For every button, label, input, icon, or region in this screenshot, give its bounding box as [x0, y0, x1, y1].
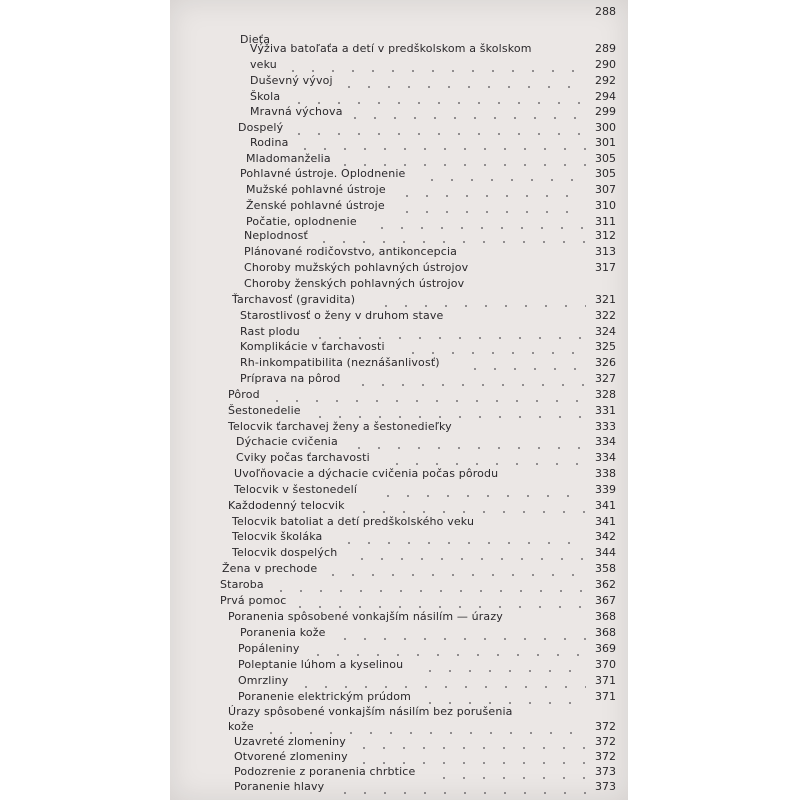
- toc-entry: [170, 151, 628, 167]
- book-page: [170, 0, 628, 800]
- toc-entry-title: Popáleniny: [238, 642, 300, 656]
- toc-entry: [170, 228, 628, 244]
- toc-entry-title: Telocvik ťarchavej ženy a šestonedieľky: [228, 419, 452, 433]
- toc-entry: [170, 779, 628, 795]
- toc-entry: [170, 734, 628, 750]
- toc-entry: [170, 673, 628, 689]
- leader-dots: [354, 734, 586, 750]
- toc-page-number: 301: [595, 136, 616, 150]
- toc-entry: [170, 764, 628, 780]
- toc-entry: [170, 166, 628, 182]
- toc-entry: [170, 89, 628, 105]
- leader-dots: [289, 120, 586, 136]
- toc-page-number: 368: [595, 626, 616, 640]
- toc-entry: [170, 324, 628, 340]
- toc-page-number: 369: [595, 642, 616, 656]
- leader-dots: [345, 104, 586, 120]
- toc-entry-title: Pôrod: [228, 387, 260, 401]
- toc-page-number: 341: [595, 498, 616, 512]
- toc-entry: [170, 292, 628, 308]
- toc-page-number: 317: [595, 261, 616, 275]
- leader-dots: [335, 779, 586, 795]
- toc-entry: [170, 545, 628, 561]
- leader-dots: [420, 657, 586, 673]
- toc-page-number: 333: [595, 419, 616, 433]
- toc-entry-title: Rast plodu: [240, 324, 300, 338]
- toc-page-number: 290: [595, 58, 616, 72]
- toc-page-number: 311: [595, 214, 616, 228]
- leader-dots: [372, 214, 586, 230]
- leader-dots: [353, 371, 586, 387]
- toc-entry: [170, 120, 628, 136]
- toc-entry: [170, 529, 628, 545]
- toc-page-number: 367: [595, 593, 616, 607]
- leader-dots: [267, 387, 586, 403]
- toc-entry-title: Uvoľňovacie a dýchacie cvičenia počas pôrodu: [234, 467, 499, 481]
- toc-entry-title: Neplodnosť: [244, 229, 308, 243]
- toc-entry-title: Telocvik batoliat a detí predškolského veku: [232, 514, 475, 528]
- toc-entry: [170, 198, 628, 214]
- leader-dots: [335, 625, 586, 641]
- toc-page-number: 362: [595, 577, 616, 591]
- toc-page-number: 305: [595, 167, 616, 181]
- toc-entry: [170, 339, 628, 355]
- toc-entry-title: veku: [250, 58, 277, 72]
- toc-page-number: 331: [595, 403, 616, 417]
- toc-entry: [170, 689, 628, 705]
- toc-entry-title: Telocvik dospelých: [232, 546, 338, 560]
- toc-entry-title: Podozrenie z poranenia chrbtice: [234, 765, 416, 779]
- toc-entry: [170, 609, 628, 625]
- toc-entry: [170, 450, 628, 466]
- toc-entry: [170, 135, 628, 151]
- toc-page-number: 326: [595, 356, 616, 370]
- toc-page-number: 324: [595, 324, 616, 338]
- toc-entry-title: Výživa batoľaťa a detí v predškolskom a školskom: [250, 42, 532, 56]
- leader-dots: [403, 339, 586, 355]
- toc-entry-title: Uzavreté zlomeniny: [234, 735, 346, 749]
- toc-entry-title: Ženské pohlavné ústroje: [246, 198, 385, 212]
- toc-entry-title: Škola: [250, 89, 281, 103]
- toc-entry-title: Starostlivosť o ženy v druhom stave: [240, 308, 444, 322]
- toc-page-number: 341: [595, 514, 616, 528]
- toc-entry-title: Cviky počas ťarchavosti: [236, 451, 370, 465]
- toc-entry: [170, 561, 628, 577]
- toc-page-number: 372: [595, 720, 616, 734]
- toc-entry: [170, 73, 628, 89]
- leader-dots: [283, 57, 586, 73]
- table-of-contents: [170, 0, 628, 800]
- toc-entry: [170, 514, 628, 530]
- toc-entry-title: Ťarchavosť (gravidita): [232, 292, 356, 306]
- toc-entry: [170, 308, 628, 324]
- toc-entry: [170, 371, 628, 387]
- toc-entry-title: Choroby ženských pohlavných ústrojov: [244, 276, 465, 290]
- toc-entry-title: Poranenia kože: [240, 626, 326, 640]
- toc-page-number: 368: [595, 610, 616, 624]
- toc-entry: [170, 104, 628, 120]
- toc-entry-title: Rh-inkompatibilita (neznášanlivosť): [240, 356, 440, 370]
- toc-page-number: 373: [595, 765, 616, 779]
- toc-page-number: 292: [595, 73, 616, 87]
- toc-entry: [170, 625, 628, 641]
- toc-entry-title: Mladomanželia: [246, 152, 331, 166]
- toc-entry: [170, 434, 628, 450]
- leader-dots: [323, 561, 586, 577]
- toc-entry-title: kože: [228, 720, 254, 734]
- toc-page-number: 344: [595, 546, 616, 560]
- leader-dots: [354, 749, 586, 765]
- toc-entry-title: Mravná výchova: [250, 104, 343, 118]
- toc-entry-title: Omrzliny: [238, 673, 289, 687]
- toc-entry-title: Žena v prechode: [222, 562, 318, 576]
- leader-dots: [314, 228, 586, 244]
- toc-page-number: 312: [595, 229, 616, 243]
- toc-entry: [170, 260, 628, 276]
- leader-dots: [310, 403, 586, 419]
- toc-page-number: 372: [595, 750, 616, 764]
- toc-page-number: 328: [595, 387, 616, 401]
- toc-page-number: 373: [595, 780, 616, 793]
- toc-page-number: 299: [595, 104, 616, 118]
- toc-entry-title: Otvorené zlomeniny: [234, 750, 348, 764]
- leader-dots: [339, 73, 586, 89]
- toc-page-number: 334: [595, 435, 616, 449]
- leader-dots: [465, 355, 586, 371]
- leader-dots: [387, 450, 586, 466]
- leader-dots: [271, 577, 586, 593]
- toc-entry: [170, 403, 628, 419]
- toc-page-number: 322: [595, 308, 616, 322]
- toc-page-number: 338: [595, 467, 616, 481]
- toc-page-number: 342: [595, 530, 616, 544]
- toc-entry-title: Prvá pomoc: [220, 593, 287, 607]
- toc-entry: [170, 214, 628, 230]
- toc-entry: [170, 657, 628, 673]
- toc-entry-title: Staroba: [220, 577, 264, 591]
- toc-page-number: 334: [595, 451, 616, 465]
- leader-dots: [397, 182, 586, 198]
- toc-page-number: 327: [595, 372, 616, 385]
- toc-entry-title: Šestonedelie: [228, 403, 301, 417]
- toc-entry-title: Úrazy spôsobené vonkajším násilím bez porušenia: [228, 705, 513, 719]
- toc-entry: [170, 419, 628, 435]
- leader-dots: [308, 641, 586, 657]
- leader-dots: [335, 151, 586, 167]
- toc-entry: [170, 355, 628, 371]
- toc-entry: [170, 749, 628, 765]
- toc-entry: [170, 719, 628, 735]
- toc-entry-title: Poranenie elektrickým prúdom: [238, 689, 411, 703]
- toc-page-number: 305: [595, 152, 616, 166]
- toc-page-number: 313: [595, 245, 616, 259]
- toc-page-number: 339: [595, 482, 616, 496]
- toc-page-number: 371: [595, 689, 616, 703]
- toc-entry-title: Choroby mužských pohlavných ústrojov: [244, 261, 469, 275]
- toc-entry-title: Duševný vývoj: [250, 73, 333, 87]
- toc-entry-title: Poranenie hlavy: [234, 780, 325, 793]
- toc-entry-title: Rodina: [250, 136, 289, 150]
- toc-entry: [170, 498, 628, 514]
- toc-page-number: 300: [595, 120, 616, 134]
- toc-page-number: 289: [595, 42, 616, 56]
- toc-entry: [170, 182, 628, 198]
- leader-dots: [310, 324, 586, 340]
- toc-page-number: 310: [595, 198, 616, 212]
- toc-entry: [170, 244, 628, 260]
- toc-entry-title: Dieťa: [240, 32, 271, 46]
- toc-entry: [170, 41, 628, 57]
- toc-entry: [170, 466, 628, 482]
- toc-entry-title: Každodenný telocvik: [228, 498, 345, 512]
- toc-page-number: 372: [595, 735, 616, 749]
- toc-entry-title: Pohlavné ústroje. Oplodnenie: [240, 167, 406, 181]
- leader-dots: [295, 135, 586, 151]
- leader-dots: [261, 719, 586, 735]
- toc-entry-title: Dospelý: [238, 120, 284, 134]
- leader-dots: [349, 434, 586, 450]
- leader-dots: [397, 198, 586, 214]
- leader-dots: [376, 292, 586, 308]
- toc-entry-title: Telocvik v šestonedelí: [234, 482, 358, 496]
- leader-dots: [422, 166, 586, 182]
- leader-dots: [354, 498, 586, 514]
- toc-page-number: 321: [595, 292, 616, 306]
- leader-dots: [296, 673, 586, 689]
- toc-entry: [170, 482, 628, 498]
- toc-page-number: 294: [595, 89, 616, 103]
- toc-entry-title: Plánované rodičovstvo, antikoncepcia: [244, 245, 458, 259]
- toc-page-number: 325: [595, 340, 616, 354]
- toc-entry-title: Počatie, oplodnenie: [246, 214, 357, 228]
- toc-entry: [170, 387, 628, 403]
- toc-entry-title: Dýchacie cvičenia: [236, 435, 338, 449]
- leader-dots: [420, 689, 586, 705]
- toc-entry-title: Telocvik školáka: [232, 530, 323, 544]
- leader-dots: [434, 764, 586, 780]
- toc-entry-title: Poleptanie lúhom a kyselinou: [238, 657, 404, 671]
- toc-entry-title: Mužské pohlavné ústroje: [246, 182, 386, 196]
- toc-entry-title: Príprava na pôrod: [240, 372, 341, 385]
- toc-entry: [170, 577, 628, 593]
- leader-dots: [339, 529, 586, 545]
- toc-page-number: 358: [595, 562, 616, 576]
- leader-dots: [378, 482, 586, 498]
- toc-entry: [170, 57, 628, 73]
- toc-entry: [170, 593, 628, 609]
- toc-page-number: 307: [595, 182, 616, 196]
- top-page-number: 288: [595, 5, 616, 18]
- toc-page-number: 370: [595, 657, 616, 671]
- toc-entry: [170, 641, 628, 657]
- leader-dots: [289, 89, 586, 105]
- toc-entry-title: Komplikácie v ťarchavosti: [240, 340, 385, 354]
- leader-dots: [352, 545, 586, 561]
- toc-entry-title: Poranenia spôsobené vonkajším násilím — úrazy: [228, 610, 503, 624]
- toc-entry: [170, 276, 628, 292]
- leader-dots: [290, 593, 586, 609]
- toc-entry: [170, 704, 628, 720]
- toc-page-number: 371: [595, 673, 616, 687]
